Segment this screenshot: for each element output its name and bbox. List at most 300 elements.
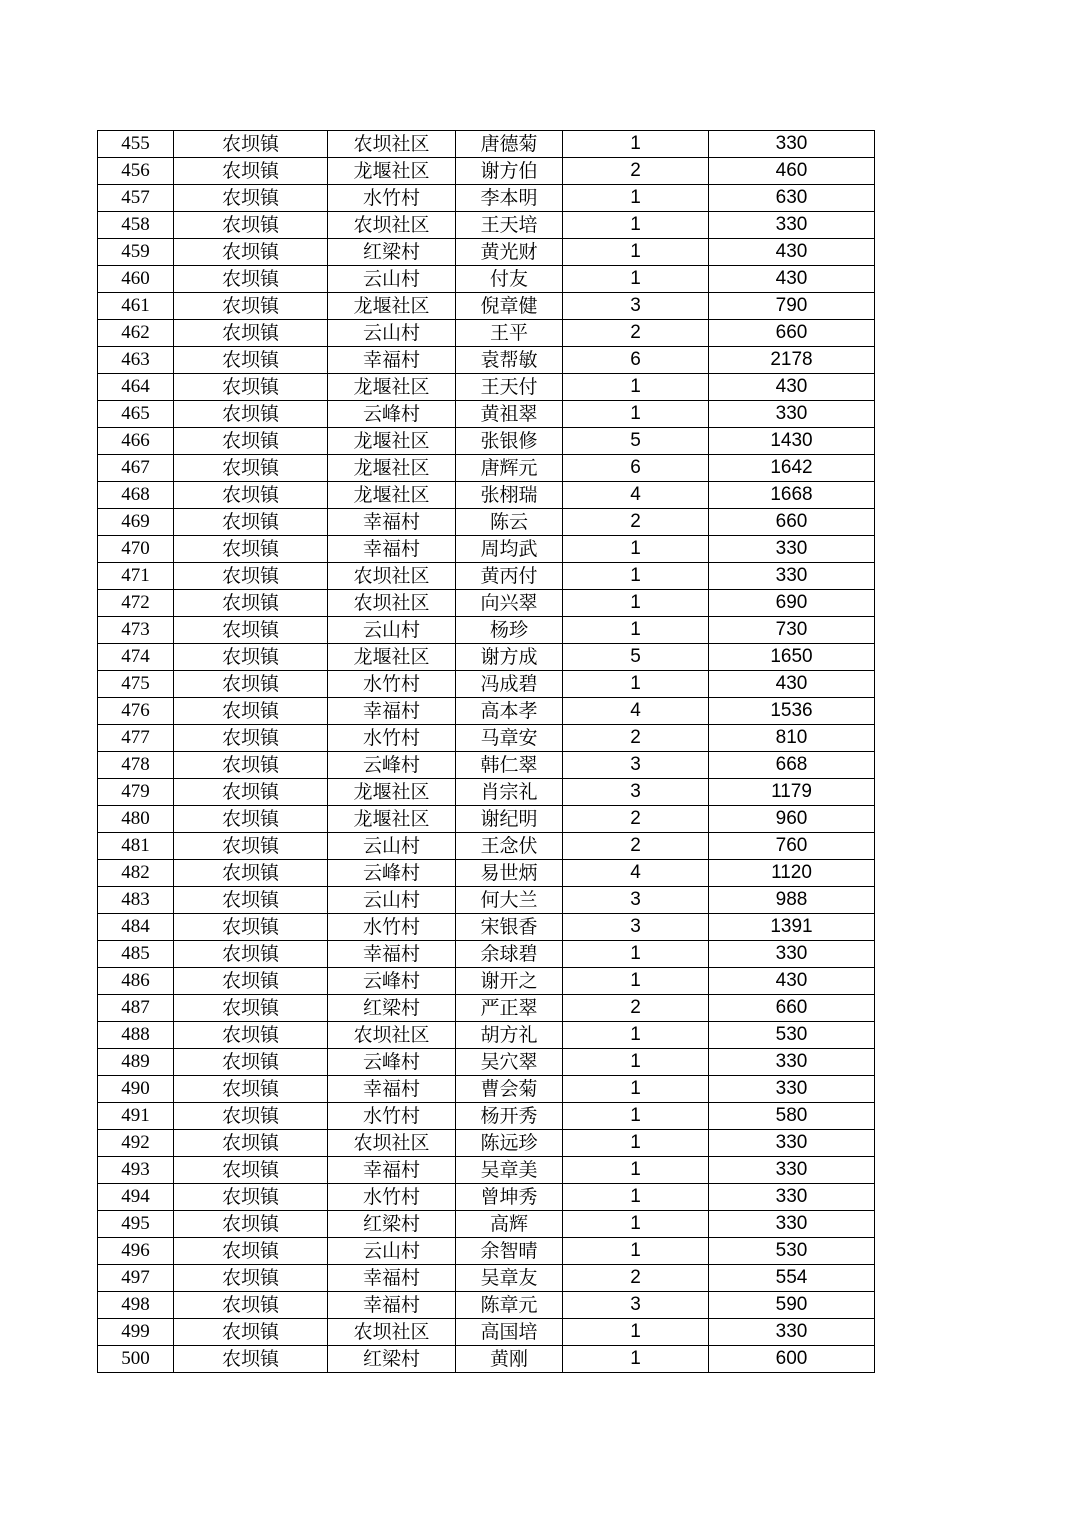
town-cell: 农坝镇 [174, 1103, 328, 1130]
table-row [98, 320, 875, 347]
amount-cell: 430 [709, 374, 875, 401]
village-cell: 龙堰社区 [328, 428, 456, 455]
row-number: 492 [98, 1130, 174, 1157]
amount-cell: 1120 [709, 860, 875, 887]
table-row [98, 1103, 875, 1130]
amount-cell: 660 [709, 320, 875, 347]
village-cell: 红梁村 [328, 1346, 456, 1373]
town-cell: 农坝镇 [174, 239, 328, 266]
row-number: 490 [98, 1076, 174, 1103]
village-cell: 农坝社区 [328, 212, 456, 239]
town-cell: 农坝镇 [174, 644, 328, 671]
amount-cell: 430 [709, 671, 875, 698]
table-row [98, 455, 875, 482]
name-cell: 黄祖翠 [456, 401, 563, 428]
village-cell: 云峰村 [328, 968, 456, 995]
village-cell: 农坝社区 [328, 1319, 456, 1346]
household-size-cell: 1 [563, 1238, 709, 1265]
village-cell: 云山村 [328, 617, 456, 644]
row-number: 461 [98, 293, 174, 320]
row-number: 463 [98, 347, 174, 374]
village-cell: 云山村 [328, 887, 456, 914]
amount-cell: 330 [709, 212, 875, 239]
town-cell: 农坝镇 [174, 347, 328, 374]
beneficiary-table [97, 130, 875, 1373]
household-size-cell: 1 [563, 185, 709, 212]
amount-cell: 690 [709, 590, 875, 617]
name-cell: 韩仁翠 [456, 752, 563, 779]
row-number: 494 [98, 1184, 174, 1211]
table-row [98, 914, 875, 941]
table-row [98, 1022, 875, 1049]
table-row [98, 185, 875, 212]
amount-cell: 330 [709, 401, 875, 428]
table-row [98, 1292, 875, 1319]
name-cell: 李本明 [456, 185, 563, 212]
row-number: 495 [98, 1211, 174, 1238]
amount-cell: 460 [709, 158, 875, 185]
household-size-cell: 1 [563, 212, 709, 239]
row-number: 484 [98, 914, 174, 941]
village-cell: 龙堰社区 [328, 482, 456, 509]
town-cell: 农坝镇 [174, 860, 328, 887]
village-cell: 水竹村 [328, 725, 456, 752]
amount-cell: 790 [709, 293, 875, 320]
name-cell: 陈章元 [456, 1292, 563, 1319]
household-size-cell: 3 [563, 1292, 709, 1319]
name-cell: 陈云 [456, 509, 563, 536]
name-cell: 王平 [456, 320, 563, 347]
amount-cell: 330 [709, 941, 875, 968]
household-size-cell: 1 [563, 968, 709, 995]
table-row [98, 212, 875, 239]
village-cell: 云山村 [328, 1238, 456, 1265]
town-cell: 农坝镇 [174, 1238, 328, 1265]
row-number: 500 [98, 1346, 174, 1373]
row-number: 479 [98, 779, 174, 806]
household-size-cell: 1 [563, 1022, 709, 1049]
town-cell: 农坝镇 [174, 941, 328, 968]
household-size-cell: 2 [563, 509, 709, 536]
name-cell: 吴章友 [456, 1265, 563, 1292]
row-number: 487 [98, 995, 174, 1022]
household-size-cell: 5 [563, 644, 709, 671]
village-cell: 水竹村 [328, 1184, 456, 1211]
town-cell: 农坝镇 [174, 1346, 328, 1373]
village-cell: 龙堰社区 [328, 455, 456, 482]
town-cell: 农坝镇 [174, 293, 328, 320]
amount-cell: 1650 [709, 644, 875, 671]
row-number: 464 [98, 374, 174, 401]
household-size-cell: 1 [563, 131, 709, 158]
name-cell: 周均武 [456, 536, 563, 563]
amount-cell: 330 [709, 563, 875, 590]
town-cell: 农坝镇 [174, 401, 328, 428]
village-cell: 幸福村 [328, 536, 456, 563]
table-row [98, 617, 875, 644]
row-number: 482 [98, 860, 174, 887]
household-size-cell: 3 [563, 779, 709, 806]
household-size-cell: 1 [563, 1130, 709, 1157]
town-cell: 农坝镇 [174, 1319, 328, 1346]
household-size-cell: 2 [563, 806, 709, 833]
town-cell: 农坝镇 [174, 1076, 328, 1103]
town-cell: 农坝镇 [174, 158, 328, 185]
village-cell: 农坝社区 [328, 563, 456, 590]
household-size-cell: 3 [563, 752, 709, 779]
town-cell: 农坝镇 [174, 1049, 328, 1076]
household-size-cell: 1 [563, 1211, 709, 1238]
household-size-cell: 1 [563, 671, 709, 698]
table-row [98, 428, 875, 455]
household-size-cell: 1 [563, 941, 709, 968]
table-row [98, 725, 875, 752]
table-row [98, 968, 875, 995]
town-cell: 农坝镇 [174, 806, 328, 833]
name-cell: 谢方伯 [456, 158, 563, 185]
table-row [98, 1049, 875, 1076]
table-row [98, 293, 875, 320]
row-number: 457 [98, 185, 174, 212]
household-size-cell: 4 [563, 482, 709, 509]
name-cell: 黄刚 [456, 1346, 563, 1373]
amount-cell: 580 [709, 1103, 875, 1130]
town-cell: 农坝镇 [174, 1184, 328, 1211]
row-number: 458 [98, 212, 174, 239]
row-number: 471 [98, 563, 174, 590]
amount-cell: 668 [709, 752, 875, 779]
table-row [98, 482, 875, 509]
town-cell: 农坝镇 [174, 1211, 328, 1238]
name-cell: 王天培 [456, 212, 563, 239]
amount-cell: 1536 [709, 698, 875, 725]
name-cell: 余智晴 [456, 1238, 563, 1265]
amount-cell: 988 [709, 887, 875, 914]
household-size-cell: 3 [563, 293, 709, 320]
table-row [98, 779, 875, 806]
table-row [98, 698, 875, 725]
table-row [98, 833, 875, 860]
village-cell: 农坝社区 [328, 590, 456, 617]
row-number: 455 [98, 131, 174, 158]
table-row [98, 1265, 875, 1292]
table-row [98, 590, 875, 617]
household-size-cell: 4 [563, 698, 709, 725]
row-number: 477 [98, 725, 174, 752]
household-size-cell: 1 [563, 401, 709, 428]
row-number: 491 [98, 1103, 174, 1130]
household-size-cell: 1 [563, 590, 709, 617]
table-row [98, 1076, 875, 1103]
name-cell: 易世炳 [456, 860, 563, 887]
row-number: 493 [98, 1157, 174, 1184]
row-number: 473 [98, 617, 174, 644]
town-cell: 农坝镇 [174, 833, 328, 860]
row-number: 467 [98, 455, 174, 482]
row-number: 476 [98, 698, 174, 725]
table-row [98, 752, 875, 779]
household-size-cell: 1 [563, 266, 709, 293]
name-cell: 宋银香 [456, 914, 563, 941]
village-cell: 幸福村 [328, 1292, 456, 1319]
row-number: 485 [98, 941, 174, 968]
village-cell: 幸福村 [328, 1265, 456, 1292]
town-cell: 农坝镇 [174, 779, 328, 806]
household-size-cell: 1 [563, 1103, 709, 1130]
amount-cell: 430 [709, 266, 875, 293]
amount-cell: 810 [709, 725, 875, 752]
table-row [98, 509, 875, 536]
name-cell: 张栩瑞 [456, 482, 563, 509]
row-number: 468 [98, 482, 174, 509]
household-size-cell: 6 [563, 347, 709, 374]
village-cell: 水竹村 [328, 671, 456, 698]
row-number: 499 [98, 1319, 174, 1346]
town-cell: 农坝镇 [174, 590, 328, 617]
name-cell: 马章安 [456, 725, 563, 752]
town-cell: 农坝镇 [174, 185, 328, 212]
row-number: 469 [98, 509, 174, 536]
household-size-cell: 2 [563, 833, 709, 860]
household-size-cell: 1 [563, 239, 709, 266]
name-cell: 付友 [456, 266, 563, 293]
household-size-cell: 1 [563, 563, 709, 590]
row-number: 496 [98, 1238, 174, 1265]
name-cell: 唐辉元 [456, 455, 563, 482]
row-number: 480 [98, 806, 174, 833]
household-size-cell: 2 [563, 1265, 709, 1292]
name-cell: 何大兰 [456, 887, 563, 914]
town-cell: 农坝镇 [174, 671, 328, 698]
household-size-cell: 2 [563, 995, 709, 1022]
household-size-cell: 2 [563, 158, 709, 185]
name-cell: 吴穴翠 [456, 1049, 563, 1076]
amount-cell: 330 [709, 1157, 875, 1184]
town-cell: 农坝镇 [174, 509, 328, 536]
household-size-cell: 1 [563, 1346, 709, 1373]
amount-cell: 330 [709, 1076, 875, 1103]
amount-cell: 530 [709, 1238, 875, 1265]
row-number: 483 [98, 887, 174, 914]
town-cell: 农坝镇 [174, 1292, 328, 1319]
village-cell: 红梁村 [328, 995, 456, 1022]
row-number: 488 [98, 1022, 174, 1049]
name-cell: 冯成碧 [456, 671, 563, 698]
town-cell: 农坝镇 [174, 212, 328, 239]
household-size-cell: 2 [563, 725, 709, 752]
table-row [98, 563, 875, 590]
table-row [98, 887, 875, 914]
amount-cell: 2178 [709, 347, 875, 374]
household-size-cell: 1 [563, 1049, 709, 1076]
table-row [98, 806, 875, 833]
amount-cell: 760 [709, 833, 875, 860]
village-cell: 云峰村 [328, 860, 456, 887]
town-cell: 农坝镇 [174, 968, 328, 995]
name-cell: 唐德菊 [456, 131, 563, 158]
amount-cell: 330 [709, 1130, 875, 1157]
name-cell: 余球碧 [456, 941, 563, 968]
village-cell: 龙堰社区 [328, 806, 456, 833]
town-cell: 农坝镇 [174, 1157, 328, 1184]
amount-cell: 1391 [709, 914, 875, 941]
table-row [98, 266, 875, 293]
name-cell: 黄光财 [456, 239, 563, 266]
village-cell: 龙堰社区 [328, 158, 456, 185]
village-cell: 幸福村 [328, 509, 456, 536]
household-size-cell: 6 [563, 455, 709, 482]
household-size-cell: 1 [563, 1319, 709, 1346]
town-cell: 农坝镇 [174, 698, 328, 725]
row-number: 497 [98, 1265, 174, 1292]
table-row [98, 995, 875, 1022]
town-cell: 农坝镇 [174, 887, 328, 914]
household-size-cell: 4 [563, 860, 709, 887]
amount-cell: 330 [709, 1049, 875, 1076]
name-cell: 曹会菊 [456, 1076, 563, 1103]
table-row [98, 131, 875, 158]
town-cell: 农坝镇 [174, 563, 328, 590]
table-row [98, 1346, 875, 1373]
town-cell: 农坝镇 [174, 131, 328, 158]
household-size-cell: 5 [563, 428, 709, 455]
village-cell: 农坝社区 [328, 1130, 456, 1157]
village-cell: 幸福村 [328, 1076, 456, 1103]
table-row [98, 239, 875, 266]
village-cell: 幸福村 [328, 1157, 456, 1184]
name-cell: 高本孝 [456, 698, 563, 725]
name-cell: 谢开之 [456, 968, 563, 995]
town-cell: 农坝镇 [174, 266, 328, 293]
village-cell: 云峰村 [328, 401, 456, 428]
name-cell: 谢方成 [456, 644, 563, 671]
village-cell: 云山村 [328, 320, 456, 347]
amount-cell: 660 [709, 509, 875, 536]
town-cell: 农坝镇 [174, 914, 328, 941]
village-cell: 红梁村 [328, 239, 456, 266]
village-cell: 龙堰社区 [328, 644, 456, 671]
town-cell: 农坝镇 [174, 995, 328, 1022]
amount-cell: 960 [709, 806, 875, 833]
table-row [98, 401, 875, 428]
village-cell: 云山村 [328, 266, 456, 293]
amount-cell: 600 [709, 1346, 875, 1373]
row-number: 475 [98, 671, 174, 698]
household-size-cell: 3 [563, 914, 709, 941]
table-row [98, 158, 875, 185]
amount-cell: 530 [709, 1022, 875, 1049]
table-row [98, 1238, 875, 1265]
name-cell: 向兴翠 [456, 590, 563, 617]
village-cell: 龙堰社区 [328, 374, 456, 401]
row-number: 456 [98, 158, 174, 185]
village-cell: 云山村 [328, 833, 456, 860]
row-number: 474 [98, 644, 174, 671]
household-size-cell: 1 [563, 374, 709, 401]
town-cell: 农坝镇 [174, 752, 328, 779]
amount-cell: 330 [709, 536, 875, 563]
amount-cell: 730 [709, 617, 875, 644]
name-cell: 袁帮敏 [456, 347, 563, 374]
amount-cell: 330 [709, 1211, 875, 1238]
table-row [98, 644, 875, 671]
table-row [98, 860, 875, 887]
household-size-cell: 1 [563, 1157, 709, 1184]
row-number: 481 [98, 833, 174, 860]
village-cell: 幸福村 [328, 698, 456, 725]
table-row [98, 536, 875, 563]
name-cell: 张银修 [456, 428, 563, 455]
town-cell: 农坝镇 [174, 536, 328, 563]
household-size-cell: 1 [563, 617, 709, 644]
village-cell: 幸福村 [328, 347, 456, 374]
row-number: 472 [98, 590, 174, 617]
table-row [98, 1184, 875, 1211]
table-body [98, 131, 875, 1373]
table-row [98, 347, 875, 374]
household-size-cell: 3 [563, 887, 709, 914]
amount-cell: 1430 [709, 428, 875, 455]
name-cell: 高辉 [456, 1211, 563, 1238]
row-number: 465 [98, 401, 174, 428]
household-size-cell: 1 [563, 1184, 709, 1211]
town-cell: 农坝镇 [174, 482, 328, 509]
village-cell: 水竹村 [328, 185, 456, 212]
name-cell: 王念伏 [456, 833, 563, 860]
amount-cell: 430 [709, 239, 875, 266]
amount-cell: 330 [709, 131, 875, 158]
village-cell: 红梁村 [328, 1211, 456, 1238]
town-cell: 农坝镇 [174, 1130, 328, 1157]
row-number: 478 [98, 752, 174, 779]
village-cell: 水竹村 [328, 1103, 456, 1130]
table-row [98, 671, 875, 698]
row-number: 470 [98, 536, 174, 563]
name-cell: 杨珍 [456, 617, 563, 644]
amount-cell: 1668 [709, 482, 875, 509]
amount-cell: 660 [709, 995, 875, 1022]
row-number: 459 [98, 239, 174, 266]
village-cell: 云峰村 [328, 1049, 456, 1076]
amount-cell: 1642 [709, 455, 875, 482]
village-cell: 云峰村 [328, 752, 456, 779]
amount-cell: 590 [709, 1292, 875, 1319]
town-cell: 农坝镇 [174, 725, 328, 752]
name-cell: 谢纪明 [456, 806, 563, 833]
table-row [98, 1211, 875, 1238]
town-cell: 农坝镇 [174, 428, 328, 455]
town-cell: 农坝镇 [174, 1265, 328, 1292]
amount-cell: 554 [709, 1265, 875, 1292]
row-number: 460 [98, 266, 174, 293]
town-cell: 农坝镇 [174, 1022, 328, 1049]
row-number: 466 [98, 428, 174, 455]
table-row [98, 1130, 875, 1157]
town-cell: 农坝镇 [174, 455, 328, 482]
name-cell: 杨开秀 [456, 1103, 563, 1130]
name-cell: 高国培 [456, 1319, 563, 1346]
village-cell: 龙堰社区 [328, 779, 456, 806]
name-cell: 肖宗礼 [456, 779, 563, 806]
village-cell: 农坝社区 [328, 131, 456, 158]
amount-cell: 330 [709, 1184, 875, 1211]
village-cell: 幸福村 [328, 941, 456, 968]
row-number: 498 [98, 1292, 174, 1319]
table-row [98, 374, 875, 401]
row-number: 486 [98, 968, 174, 995]
amount-cell: 330 [709, 1319, 875, 1346]
household-size-cell: 2 [563, 320, 709, 347]
